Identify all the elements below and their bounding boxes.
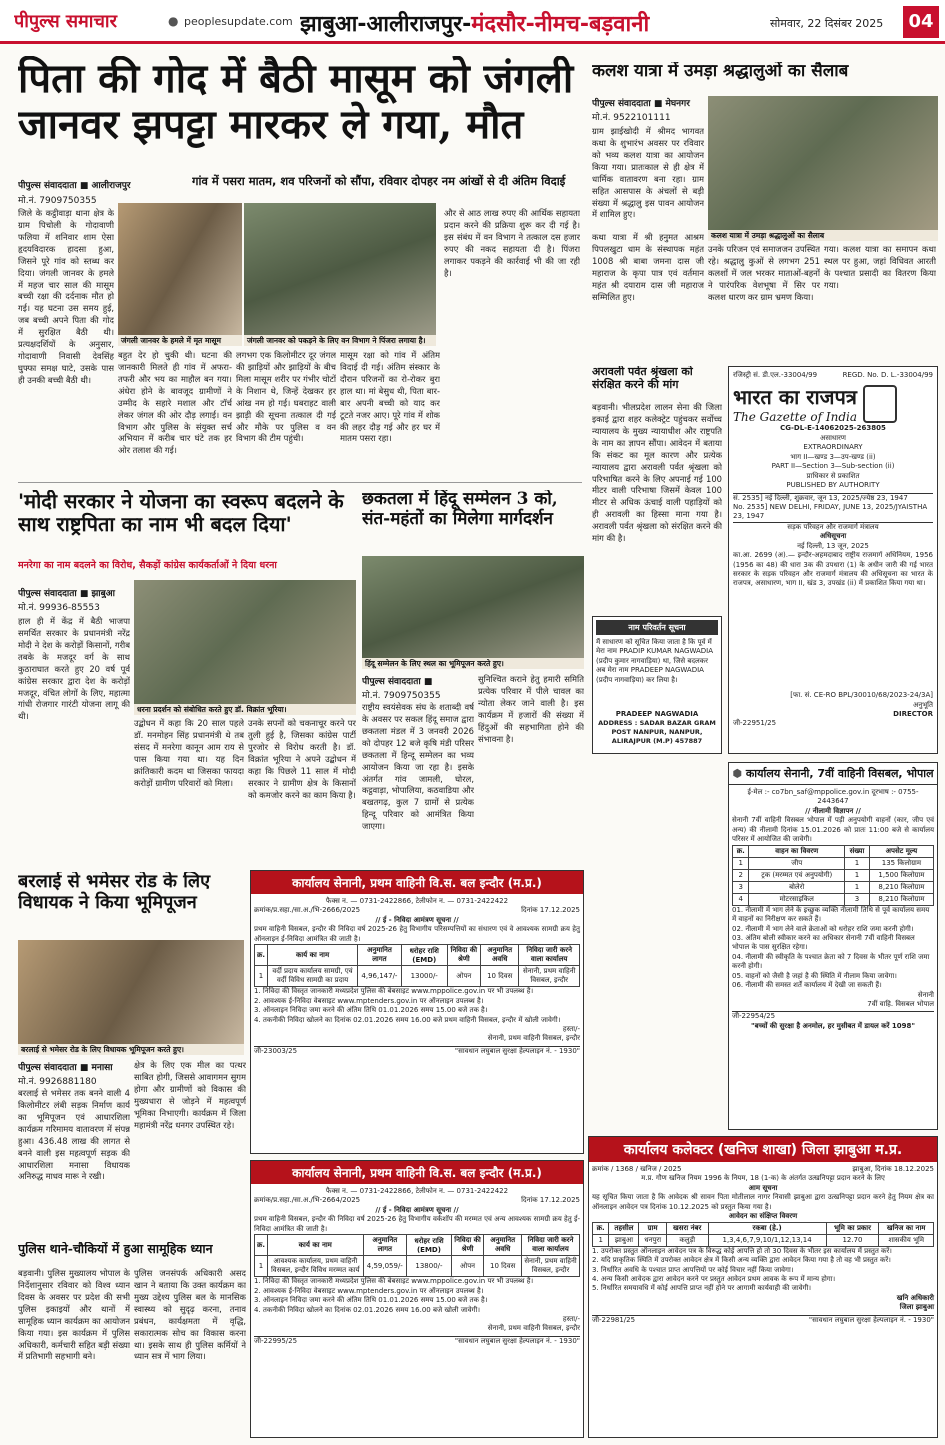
bhopal-ad-condition: 04. नीलामी की स्वीकृति के पश्चात क्रेता को 7 दिवस के भीतर पूर्ण राशि जमा करनी होगी। (732, 952, 930, 971)
police-headline: पुलिस थाने-चौकियों में हुआ सामूहिक ध्यान (18, 1242, 213, 1256)
bhopal-ad-slogan: "बच्चों की सुरक्षा है अनमोल, हर मुसीबत में डायल करें 1098" (750, 1021, 916, 1030)
table-header: अनुमानित लागत (363, 1235, 407, 1256)
table-row (255, 945, 580, 966)
tender-1-ref: क्रमांक/प्र.सहा./सा.अ./भि-2666/2025 (254, 906, 361, 915)
tender-2-signer: हस्ता/- (562, 1314, 580, 1323)
table-cell: 13000/- (401, 966, 447, 987)
bhopal-ad-signer: सेनानी (917, 990, 934, 999)
kalash-body-col3: गया। कलश यात्रा का समापन कथा स्थल पर हुआ, जहां विधिवत आरती के पश्चात प्रसादी का वितरण किया गया। (824, 244, 936, 290)
table-header: क्र. (593, 1222, 609, 1234)
masthead (0, 0, 945, 44)
emblem-icon (863, 385, 897, 423)
table-header: निविदा की श्रेणी (451, 1235, 483, 1256)
lead-subhead: गांव में पसरा मातम, शव परिजनों को सौंपा, रविवार दोपहर नम आंखों से दी अंतिम विदाई (192, 174, 566, 188)
lead-body-col5: और से आठ लाख रुपए की आर्थिक सहायता प्रदान करने की प्रक्रिया शुरू कर दी गई है। इस संबंध में वन विभाग ने तत्काल दस हजार रुपए की नकद सहायता दी है। पिंजरा लगाकर पकड़ने की कार्रवाई भी की जा रही है। (444, 208, 580, 278)
table-cell: 1 (255, 966, 268, 987)
table-header: क्र. (733, 845, 749, 857)
tender-1-signer: हस्ता/- (562, 1024, 580, 1033)
table-cell: 8,210 किलोग्राम (869, 881, 933, 893)
gazette-code: CG-DL-E-14062025-263805 (780, 424, 886, 433)
collector-ad-subject: म.प्र. गौण खनिज नियम 1996 के नियम, 18 (1-क) के अंतर्गत उत्खनिपट्टा प्रदान करने के लिए (641, 1174, 885, 1183)
table-cell: ट्रक (मरम्मत एवं अनुपयोगी) (749, 869, 845, 881)
masthead-logo: पीपुल्स समाचार (14, 11, 117, 32)
bhopal-ad-contact: ई-मेल :- co7bn_saf@mppolice.gov.in दूरभाष :- 0755-2443647 (747, 788, 919, 806)
table-row (255, 1256, 580, 1277)
modi-body-col3: उनके सपनों को चकनाचूर करने पर तुली हुई है, जिसका कांग्रेस पार्टी पुरजोर से विरोध करती है। डॉ. विक्रांत भूरिया ने अपने उद्बोधन में कहा कि पिछले 11 साल में मोदी सरकार ने ग्रामीण क्षेत्र के किसानों को कमजोर करने का काम किया है। (248, 718, 356, 800)
lead-headline: पिता की गोद में बैठी मासूम को जंगली जानवर झपट्टा मारकर ले गया, मौत (18, 56, 574, 148)
gazette-authority-en: PUBLISHED BY AUTHORITY (786, 481, 880, 490)
table-cell: 1 (593, 1234, 609, 1246)
collector-ad-item: 1. उपरोक्त प्रस्तुत ऑनलाइन आवेदन पत्र के विरुद्ध कोई आपत्ति हो तो 30 दिवस के भीतर इस कार्यालय में प्रस्तुत करें। (592, 1246, 892, 1255)
gazette-ref: [फा. सं. CE-RO BPL/30010/68/2023-24/3A] (790, 691, 933, 700)
collector-ad-item: 2. यदि प्राकृतिक स्थिति में उपरोक्त आवेदन क्षेत्र में किसी अन्य व्यक्ति द्वारा आवेदन किया गया है तो वह भी प्रस्तुत करें। (592, 1256, 891, 1265)
kalash-byline: पीपुल्स संवाददाता ■ मेघनगर (592, 99, 690, 108)
modi-byline: पीपुल्स संवाददाता ■ झाबुआ (18, 589, 115, 598)
region-secondary: मंदसौर-नीमच-बड़वानी (471, 12, 650, 37)
tender-2-item: 2. आवश्यक ई-निविदा वेबसाइट www.mptenders.gov.in पर ऑनलाइन उपलब्ध है। (254, 1286, 484, 1295)
chhaktala-mobile: मो.नं. 7909750355 (362, 691, 441, 700)
region-primary: झाबुआ-आलीराजपुर- (300, 12, 472, 37)
tender-2-notice: // ई - निविदा आमंत्रण सूचना // (375, 1205, 459, 1214)
chhaktala-photo (362, 556, 584, 658)
bhopal-ad-condition: 06. नीलामी की समस्त शर्तें कार्यालय में देखी जा सकती हैं। (732, 981, 882, 990)
chhaktala-headline: छकतला में हिंदू सम्मेलन 3 को, संत-महंतों का मिलेगा मार्गदर्शन (362, 490, 558, 529)
bhopal-ad-condition: 01. नीलामी में भाग लेने के इच्छुक व्यक्ति नीलामी तिथि से पूर्व कार्यालय समय में वाहनों का निरीक्षण कर सकते हैं। (732, 905, 930, 924)
police-body-col1: बड़वानी। पुलिस मुख्यालय भोपाल के निर्देशानुसार रविवार को विश्व ध्यान दिवस के अवसर पर प्रदेश की सभी पुलिस इकाइयों और थानों में सामूहिक ध्यान कार्यक्रम का आयोजन किया गया। इस कार्यक्रम में पुलिस अधिकारी, कर्मचारी सहित बड़ी संख्या में प्रतिभागी सहभागी बने। (18, 1268, 130, 1362)
tender-2-table (254, 1234, 580, 1277)
table-header: अनुमानित अवधि (484, 1235, 522, 1256)
table-cell: 135 किलोग्राम (869, 857, 933, 869)
collector-ad-footer-row (592, 1315, 934, 1325)
bhopal-ad-condition: 03. अंतिम बोली स्वीकार करने का अधिकार सेनानी 7वीं वाहिनी विसबल भोपाल के पास सुरक्षित रहेगा। (732, 933, 915, 952)
name-change-address: ADDRESS : SADAR BAZAR GRAM POST NANPUR, NANPUR, ALIRAJPUR (M.P) 457887 (598, 719, 716, 745)
modi-headline: 'मोदी सरकार ने योजना का स्वरूप बदलने के साथ राष्ट्रपिता का नाम भी बदल दिया' (18, 490, 344, 536)
barlai-photo (18, 940, 244, 1044)
tender-1-title: कार्यालय सेनानी, प्रथम वाहिनी वि.स. बल इन्दौर (म.प्र.) (251, 871, 583, 894)
kalash-body-col2: उनके परिजन एवं समाजजन उपस्थित रहे। श्रद्धालु कुओं से लगभग 251 कलशों में जल भरकर माताओं-बहनों ने पारंपरिक वेशभूषा में सिर पर कलश धारण कर ग्राम भ्रमण किया। (708, 244, 820, 302)
tender-2-item: 1. निविदा की विस्तृत जानकारी मध्यप्रदेश पुलिस की बेबसाइट www.mppolice.gov.in पर भी उपलब्ध है। (254, 1277, 534, 1286)
bhopal-ad-title (729, 763, 937, 785)
collector-ad-date: झाबुआ, दिनांक 18.12.2025 (852, 1165, 934, 1173)
table-cell: धनपुरा (639, 1234, 666, 1246)
collector-ad-ref: क्रमांक / 1368 / खनिज / 2025 (592, 1165, 682, 1173)
collector-ad-office: जिला झाबुआ (899, 1303, 934, 1312)
table-header: निविदा जारी करने वाला कार्यालय (522, 1235, 580, 1256)
table-cell: 1 (845, 881, 870, 893)
table-cell: मोटरसाइकिल (749, 893, 845, 905)
gazette-issue-en: No. 2535] NEW DELHI, FRIDAY, JUNE 13, 2025/JYAISTHA 23, 1947 (733, 503, 933, 523)
gazette-ministry: सड़क परिवहन और राजमार्ग मंत्रालय (787, 522, 879, 531)
lead-byline: पीपुल्स संवाददाता ■ आलीराजपुर (18, 181, 131, 191)
barlai-body-col1: बरलाई से भमेसर तक बनने वाली 4 किलोमीटर लंबी सड़क निर्माण कार्य का भूमिपूजन एवं आधारशिला कार्यक्रम गरिमामय वातावरण में संपन्न हुआ। 436.48 लाख की लागत से बनने वाली इस महत्वपूर्ण सड़क की आधारशिला मनासा विधायक अनिरुद्ध माधव मारू ने रखी। (18, 1088, 130, 1182)
table-cell: 10 दिवस (481, 966, 519, 987)
tender-1-contact: फैक्स न. — 0731-2422866, टेलीफोन न. — 0731-2422422 (325, 897, 509, 905)
gazette-authority-hi: प्राधिकार से प्रकाशित (806, 471, 860, 480)
table-header: खसरा नंबर (666, 1222, 708, 1234)
lead-body-col3: लगभग एक किलोमीटर दूर जंगल की झाड़ियों और झाड़ियों के बीच मिला मासूम शरीर पर गंभीर चोटों के निशान थे, जिन्हें देखकर हर आंख नम हो गई। घबराहट वाली झाड़ी की सूचना तत्काल दी गई और मौके पर पुलिस व वन विभाग की टीम पहुंची। (236, 350, 336, 444)
collector-ad-notice: आम सूचना (748, 1183, 778, 1192)
table-cell: सेनानी, प्रथम वाहिनी विसबल, इन्दौर (519, 966, 580, 987)
gazette-body: का.आ. 2699 (अ).— इन्दौर-अहमदाबाद राष्ट्रीय राजमार्ग अधिनियम, 1956 (1956 का 48) की धारा 3क की उपधारा (1) के अधीन जारी की गई भारत सरकार के सड़क परिवहन और राजमार्ग मंत्रालय की अधिसूचना का भारत के राजपत्र, असाधारण, भाग II, खंड 3, उपखंड (ii) में प्रकाशित किया गया था। (733, 551, 933, 588)
table-header: अपसेट मूल्य (869, 845, 933, 857)
tender-1-item: 3. ऑनलाइन निविदा जमा करने की अंतिम तिथि 01.01.2026 समय 15.00 बजे तक है। (254, 1006, 488, 1015)
table-cell: शासकीय भूमि (879, 1234, 934, 1246)
tender-1-footer: जी-23003/25 (254, 1046, 298, 1055)
tender-2-slogan: "सावधान लघुबाल सुरक्षा हेल्पलाइन नं. - 1930" (454, 1336, 580, 1345)
aravali-headline: अरावली पर्वत श्रृंखला को संरक्षित करने की मांग (592, 366, 693, 391)
chhaktala-body-col2: सुनिश्चित कराने हेतु हमारी समिति प्रत्येक परिवार में पीले चावल का न्योता लेकर जाने वाली है। इस कार्यक्रम में हजारों की संख्या में हिंदुओं की सहभागिता होने की संभावना है। (478, 674, 584, 744)
tender-1-item: 1. निविदा की विस्तृत जानकारी मध्यप्रदेश पुलिस की बेबसाइट www.mppolice.gov.in पर भी उपलब्ध है। (254, 987, 534, 996)
table-header: तहसील (609, 1222, 639, 1234)
table-row (255, 966, 580, 987)
tender-1-item: 2. आवश्यक ई-निविदा वेबसाइट www.mptenders.gov.in पर ऑनलाइन उपलब्ध है। (254, 996, 484, 1005)
bhopal-ad-body: सेनानी 7वीं वाहिनी विसबल भोपाल में पड़ी अनुपयोगी वाहनों (कार, जीप एवं अन्य) की नीलामी दिनांक 15.01.2026 को प्रातः 11:00 बजे से कार्यालय परिसर में आयोजित की जावेगी। (732, 816, 934, 844)
lead-caption-1: जंगली जानवर के हमले में मृत मासूम (118, 335, 242, 346)
table-header: रकबा (हे.) (708, 1222, 826, 1234)
gazette-extra-en: EXTRAORDINARY (803, 443, 863, 452)
gazette-title-hi: भारत का राजपत्र (733, 385, 857, 410)
name-change-body: मैं साधारण को सूचित किया जाता है कि पूर्व में मेरा नाम PRADIP KUMAR NAGWADIA (प्रदीप कुमार नागवाड़िया) था, जिसे बदलकर अब मेरा नाम PRADEEP NAGWADIA (प्रदीप नागवाड़िया) कर लिया है। (596, 638, 714, 684)
table-cell: 4,96,147/- (358, 966, 402, 987)
lead-body-col2: बहुत देर हो चुकी थी। घटना की जानकारी मिलते ही गांव में अफरा-तफरी और भय का माहौल बन गया। अंधेरा होने के बावजूद ग्रामीणों ने उम्मीद के सहारे मशाल और टॉर्च लेकर जंगल की ओर दौड़ लगाई। वन विभाग और पुलिस के संयुक्त सर्च अभियान में करीब चार घंटे तक हर ओर तलाश की गई। (118, 350, 232, 456)
collector-ad-body: यह सूचित किया जाता है कि आवेदक श्री सावन पिता मोतीलाल नागर निवासी झाबुआ द्वारा उत्खनिपट्टा प्रदान करने हेतु नियम क्षेत्र का ऑनलाइन आवेदन पत्र दिनांक 10.12.2025 को प्रस्तुत किया गया है। (592, 1193, 934, 1211)
lead-photo-cage (244, 203, 436, 335)
tender-2-item: 3. ऑनलाइन निविदा जमा करने की अंतिम तिथि 01.01.2026 समय 15.00 बजे तक है। (254, 1296, 488, 1305)
table-header: भूमि का प्रकार (826, 1222, 879, 1234)
table-header: क्र. (255, 1235, 268, 1256)
table-header: अनुमानित अवधि (481, 945, 519, 966)
kalash-headline: कलश यात्रा में उमड़ा श्रद्धालुओं का सैलाब (592, 62, 849, 81)
table-cell: ओपन (447, 966, 480, 987)
bhopal-ad-table (732, 845, 934, 906)
tender-1-office: सेनानी, प्रथम वाहिनी विसबल, इन्दौर (487, 1034, 580, 1043)
bhopal-ad-footer: जी-22954/25 (732, 1011, 934, 1021)
table-cell: 1 (845, 857, 870, 869)
tender-2-ref-row (254, 1196, 580, 1205)
bhopal-ad-title-text: कार्यालय सेनानी, 7वीं वाहिनी विसबल, भोपाल (745, 767, 934, 780)
modi-caption: धरना प्रदर्शन को संबोधित करते हुए डॉ. विक्रांत भूरिया। (134, 704, 356, 715)
modi-body-col2: उद्बोधन में कहा कि 20 साल पहले डॉ. मनमोहन सिंह प्रधानमंत्री थे तब संसद में मनरेगा कानून आम राय से पास किया गया था। यह दिन क्रांतिकारी कदम था जिसका फायदा करोड़ों ग्रामीण परिवारों को मिला। (134, 718, 244, 788)
modi-body-col1: हाल ही में केंद्र में बैठी भाजपा समर्थित सरकार के प्रधानमंत्री नरेंद्र मोदी ने देश के करोड़ों किसानों, गरीब तबके के मजदूर वर्ग के साथ कुठाराघात करते हुए 20 वर्ष पूर्व कांग्रेस सरकार द्वारा देश के करोड़ों मजदूर, वंचित लोगों के लिए, महात्मा गांधी रोजगार गारंटी योजना लागू की थी। (18, 616, 130, 722)
modi-subhead: मनरेगा का नाम बदलने का विरोध, सैकड़ों कांग्रेस कार्यकर्ताओं ने दिया धरना (18, 560, 277, 571)
table-cell: ओपन (451, 1256, 483, 1277)
gazette-designation: DIRECTOR (893, 710, 933, 718)
lead-mobile: मो.नं. 7909750355 (18, 196, 97, 205)
chhaktala-body-col1: राष्ट्रीय स्वयंसेवक संघ के शताब्दी वर्ष के अवसर पर सकल हिंदू समाज द्वारा छकतला मंडल में 3 जनवरी 2026 को दोपहर 12 बजे कृषि मंडी परिसर छकतला में हिन्दू सम्मेलन का भव्य आयोजन किया जा रहा है। इसके अंतर्गत गांव जामली, घोरल, कट्ठवाड़ा, भोपालिया, कठवाडिया और बखतगढ़, कुल 7 ग्रामों से प्रत्येक हिन्दू परिवार को आमंत्रित किया जाएगा। (362, 702, 474, 832)
kalash-caption: कलश यात्रा में उमड़ा श्रद्धालुओं का सैलाब (708, 230, 938, 241)
barlai-headline: बरलाई से भमेसर रोड के लिए विधायक ने किया भूमिपूजन (18, 872, 211, 913)
table-cell: 8,210 किलोग्राम (869, 893, 933, 905)
gazette-title-en: The Gazette of India (733, 410, 857, 425)
table-header: वाहन का विवरण (749, 845, 845, 857)
gazette-notice (728, 366, 938, 754)
chhaktala-byline: पीपुल्स संवाददाता ■ (362, 677, 433, 686)
tender-1-table (254, 944, 580, 987)
collector-ad-slogan: "सावधान लघुबाल सुरक्षा हेल्पलाइन नं. - 1930" (808, 1315, 934, 1324)
police-body-col2: पुलिस जनसंपर्क अधिकारी असद खान ने बताया कि उक्त कार्यक्रम का मुख्य उद्देश्य पुलिस बल के मानसिक स्वास्थ्य को सुदृढ़ करना, तनाव प्रबंधन, कार्यक्षमता में वृद्धि, सकारात्मक सोच का विकास करना था। इसके साथ ही पुलिस कर्मियों ने ध्यान सत्र में भाग लिया। (134, 1268, 246, 1362)
tender-2-ref: क्रमांक/प्र.सहा./सा.अ./भि-2664/2025 (254, 1196, 361, 1205)
table-cell: बोलेरो (749, 881, 845, 893)
table-header: धरोहर राशि (EMD) (401, 945, 447, 966)
gazette-issue: सं. 2535] नई दिल्ली, शुक्रवार, जून 13, 2025/ज्येष्ठ 23, 1947 (733, 493, 933, 503)
table-cell: 2 (733, 869, 749, 881)
barlai-body-col2: क्षेत्र के लिए एक मील का पत्थर साबित होगी, जिससे आवागमन सुगम होगा और ग्रामीणों को विकास की मुख्यधारा से जोड़ने में महत्वपूर्ण भूमिका निभाएगी। कार्यक्रम में जिला महामंत्री नरेंद्र धनगर उपस्थित रहे। (134, 1060, 246, 1130)
lead-caption-2: जंगली जानवर को पकड़ने के लिए वन विभाग ने पिंजरा लगाया है। (244, 335, 436, 346)
collector-ad-table (592, 1222, 934, 1247)
gazette-notification: अधिसूचना (819, 532, 847, 541)
collector-ad-title: कार्यालय कलेक्टर (खनिज शाखा) जिला झाबुआ म.प्र. (589, 1137, 937, 1162)
chhaktala-caption: हिंदू सम्मेलन के लिए स्थल का भूमिपूजन करते हुए। (362, 658, 584, 669)
table-cell: 4,59,059/- (363, 1256, 407, 1277)
modi-mobile: मो.नं. 99936-85553 (18, 603, 100, 612)
gazette-reg-row (733, 371, 933, 380)
tender-2-footer: जी-22995/25 (254, 1336, 298, 1345)
table-row (733, 893, 934, 905)
collector-ad-table-title: आवेदन का संक्षिप्त विवरण (728, 1212, 798, 1221)
tender-1-body: प्रथम वाहिनी विसबल, इन्दौर की निविदा वर्ष 2025-26 हेतु विभागीय परिसम्पत्तियों का संधारण एवं वे आवश्यक सामग्री क्रय हेतु ऑनलाइन ई-निविदा आमंत्रित की जाती है। (254, 925, 580, 943)
globe-icon: ● (168, 14, 179, 28)
gazette-date: नई दिल्ली, 13 जून, 2025 (797, 541, 869, 550)
tender-2-footer-row (254, 1336, 580, 1346)
tender-2-contact: फैक्स न. — 0731-2422866, टेलीफोन न. — 0731-2422422 (325, 1187, 509, 1195)
table-row (733, 881, 934, 893)
table-cell: 1 (255, 1256, 268, 1277)
table-cell: 3 (733, 881, 749, 893)
collector-ad-item: 5. निर्धारित समयावधि में कोई आपत्ति प्राप्त नहीं होने पर आगामी कार्यवाही की जावेगी। (592, 1284, 811, 1293)
table-cell: कलुड़ी (666, 1234, 708, 1246)
tender-1-notice: // ई - निविदा आमंत्रण सूचना // (375, 915, 459, 924)
table-header: निविदा जारी करने वाला कार्यालय (519, 945, 580, 966)
collector-ad-item: 3. निर्धारित अवधि के पश्चात प्राप्त आपत्तियों पर कोई विचार नहीं किया जावेगा। (592, 1265, 794, 1274)
table-cell: आवश्यक कार्यालय, प्रथम वाहिनी विसबल, इन्दौर विविध मरम्मत कार्य (268, 1256, 363, 1277)
masthead-date: सोमवार, 22 दिसंबर 2025 (770, 17, 884, 30)
gazette-registered: रजिस्ट्री सं. डी.एल.-33004/99 (733, 371, 818, 379)
table-cell: जीप (749, 857, 845, 869)
tender-1-ref-row (254, 906, 580, 915)
tender-1-footer-row (254, 1046, 580, 1056)
police-logo-icon: ⬢ (732, 767, 743, 780)
table-cell: 1,3,4,6,7,9,10/1,12,13,14 (708, 1234, 826, 1246)
bhopal-auction-ad (728, 762, 938, 1130)
tender-2-date: दिनांक 17.12.2025 (521, 1196, 580, 1205)
table-row (255, 1235, 580, 1256)
masthead-region (300, 8, 760, 38)
tender-ad-2 (250, 1160, 584, 1438)
table-row (733, 857, 934, 869)
table-cell: 1 (845, 869, 870, 881)
tender-2-item: 4. तकनीकी निविदा खोलने का दिनांक 02.01.2026 समय 16.00 बजे खोली जावेगी। (254, 1305, 480, 1314)
table-header: अनुमानित लागत (358, 945, 402, 966)
table-cell: 10 दिवस (484, 1256, 522, 1277)
collector-ad-item: 4. अन्य किसी आवेदक द्वारा आवेदन करने पर प्रस्तुत आवेदन प्रथम आवक के रूप में मान्य होगा। (592, 1274, 836, 1283)
collector-ad-footer: जी-22981/25 (592, 1315, 636, 1324)
divider (18, 482, 582, 483)
kalash-mobile: मो.नं. 9522101111 (592, 113, 671, 122)
gazette-part: भाग II—खण्ड 3—उप-खण्ड (ii) (790, 452, 876, 461)
gazette-part-en: PART II—Section 3—Sub-section (ii) (771, 462, 895, 471)
gazette-officer: अनुभूति (913, 700, 933, 709)
table-row (733, 845, 934, 857)
table-row (593, 1234, 934, 1246)
gazette-reg-no: REGD. No. D. L.-33004/99 (842, 371, 933, 379)
tender-2-body: प्रथम वाहिनी विसबल, इन्दौर की निविदा वर्ष 2025-26 हेतु विभागीय वर्कशॉप की मरम्मत एवं अन्य आवश्यक सामग्री क्रय हेतु ई-निविदा आमंत्रित की जाती है। (254, 1215, 580, 1233)
gazette-title-row (733, 383, 933, 424)
modi-photo (134, 580, 356, 704)
table-row (593, 1222, 934, 1234)
tender-2-title: कार्यालय सेनानी, प्रथम वाहिनी वि.स. बल इन्दौर (म.प्र.) (251, 1161, 583, 1184)
barlai-caption: बरलाई से भमेसर रोड के लिए विधायक भूमिपूजन करते हुए। (18, 1044, 244, 1055)
bhopal-ad-condition: 05. वाहनों को जैसी है जहां है की स्थिति में नीलाम किया जावेगा। (732, 971, 897, 980)
page-number: 04 (903, 6, 939, 38)
table-cell: सेनानी, प्रथम वाहिनी विसबल, इन्दौर (522, 1256, 580, 1277)
kalash-photo (708, 96, 938, 230)
aravali-body: बड़वानी। भीलप्रदेश लालन सेना की जिला इकाई द्वारा शहर कलेक्ट्रेट पहुंचकर सर्वोच्च न्यायालय के मुख्य न्यायाधीश और राष्ट्रपति के नाम का ज्ञापन सौंपा। आवेदन में बताया कि संकट का मूल कारण और प्रत्येक न्यायालय द्वारा अरावली पर्वत श्रृंखला को परिभाषित करने के लिए अपनाई गई 100 मीटर वाली परिभाषा जिसमें केवल 100 मीटर से अधिक ऊंचाई वाली पहाड़ियों को ही अरावली का हिस्सा माना गया है। अरावली पर्वत श्रृंखला को संरक्षित करने की मांग की है। (592, 402, 722, 544)
kalash-body-col1: ग्राम झाईखोदी में श्रीमद भागवत कथा के शुभारंभ अवसर पर रविवार को भव्य कलश यात्रा का आयोजन किया गया। प्रातःकाल से ही क्षेत्र में धार्मिक वातावरण बना रहा। ग्राम सहित आसपास के अंचलों से बड़ी संख्या में श्रद्धालु इस पावन आयोजन में शामिल हुए। (592, 126, 704, 220)
barlai-byline: पीपुल्स संवाददाता ■ मनासा (18, 1063, 113, 1072)
table-cell: 1 (733, 857, 749, 869)
table-header: क्र. (255, 945, 268, 966)
name-change-name: PRADEEP NAGWADIA (615, 710, 699, 718)
name-change-title: नाम परिवर्तन सूचना (596, 620, 718, 635)
tender-ad-1 (250, 870, 584, 1154)
table-header: निविदा की श्रेणी (447, 945, 480, 966)
lead-body-col4: मासूम रक्षा को गांव में अंतिम विदाई दी गई। अंतिम संस्कार के दौरान परिजनों का रो-रोकर बुरा हाल था। मां बेसुध थी, पिता बार-बार अपनी बच्ची को याद कर टूटते नजर आए। पूरे गांव में शोक की लहर दौड़ गई और हर घर में मातम पसरा रहा। (340, 350, 440, 444)
kalash-body-col1b: कथा यात्रा में श्री हनुमत आश्रम पिपलखुटा धाम के संस्थापक महंत 1008 श्री बाबा जमना दास जी महाराज के कृपा पात्र एवं वर्तमान महंत श्री दयाराम दास जी महाराज सम्मिलित हुए। (592, 232, 704, 302)
barlai-mobile: मो.नं. 9926881180 (18, 1077, 97, 1086)
table-cell: 13800/- (407, 1256, 452, 1277)
table-header: कार्य का नाम (268, 1235, 363, 1256)
table-row (733, 869, 934, 881)
bhopal-ad-notice: // नीलामी विज्ञापन // (805, 806, 861, 815)
lead-photo-child (118, 203, 242, 335)
table-cell: 3 (845, 893, 870, 905)
bhopal-ad-condition: 02. नीलामी में भाग लेने वाले क्रेताओं को धरोहर राशि जमा करनी होगी। (732, 924, 914, 933)
collector-ad (588, 1136, 938, 1438)
table-header: खनिज का नाम (879, 1222, 934, 1234)
table-cell: वर्दी प्रदाय कार्यालय सामग्री, एवं वर्दी विविध सामग्री का प्रदाय (268, 966, 358, 987)
name-change-notice (592, 616, 722, 754)
tender-1-item: 4. तकनीकी निविदा खोलने का दिनांक 02.01.2026 समय 16.00 बजे प्रथम वाहिनी विसबल, इन्दौर में खोली जावेगी। (254, 1015, 561, 1024)
table-cell: झाबुआ (609, 1234, 639, 1246)
table-cell: 4 (733, 893, 749, 905)
masthead-site: peoplesupdate.com (184, 15, 293, 28)
table-header: कार्य का नाम (268, 945, 358, 966)
table-cell: 1,500 किलोग्राम (869, 869, 933, 881)
table-header: संख्या (845, 845, 870, 857)
table-header: धरोहर राशि (EMD) (407, 1235, 452, 1256)
table-header: ग्राम (639, 1222, 666, 1234)
gazette-footer: जी-22951/25 (733, 719, 777, 728)
bhopal-ad-office: 7वीं वाहि. विसबल भोपाल (867, 1000, 934, 1008)
lead-body-col1: जिले के कट्ठीवाड़ा थाना क्षेत्र के ग्राम पिचोली के गोदावाणी फलिया में शनिवार शाम ऐसा हृदयविदारक हादसा हुआ, जिसने पूरे गांव को स्तब्ध कर दिया। जंगली जानवर के हमले में महज चार साल की मासूम बच्ची रक्षा की दर्दनाक मौत हो गई। यह घटना उस समय हुई, जब बच्ची अपने पिता की गोद में सुरक्षित बैठी थी। प्रत्यक्षदर्शियों के अनुसार, गोदावाणी निवासी देवसिंह घुफ्फा समक्ष घाटे, उसके पास ही उनकी बच्ची बैठी थी। (18, 208, 114, 385)
table-cell: 12.70 (826, 1234, 879, 1246)
tender-1-date: दिनांक 17.12.2025 (521, 906, 580, 915)
gazette-extra-hi: असाधारण (820, 433, 846, 442)
tender-2-office: सेनानी, प्रथम वाहिनी विसबल, इन्दौर (487, 1324, 580, 1333)
tender-1-slogan: "सावधान लघुबाल सुरक्षा हेल्पलाइन नं. - 1930" (454, 1046, 580, 1055)
collector-ad-signer: खनि अधिकारी (896, 1293, 934, 1302)
